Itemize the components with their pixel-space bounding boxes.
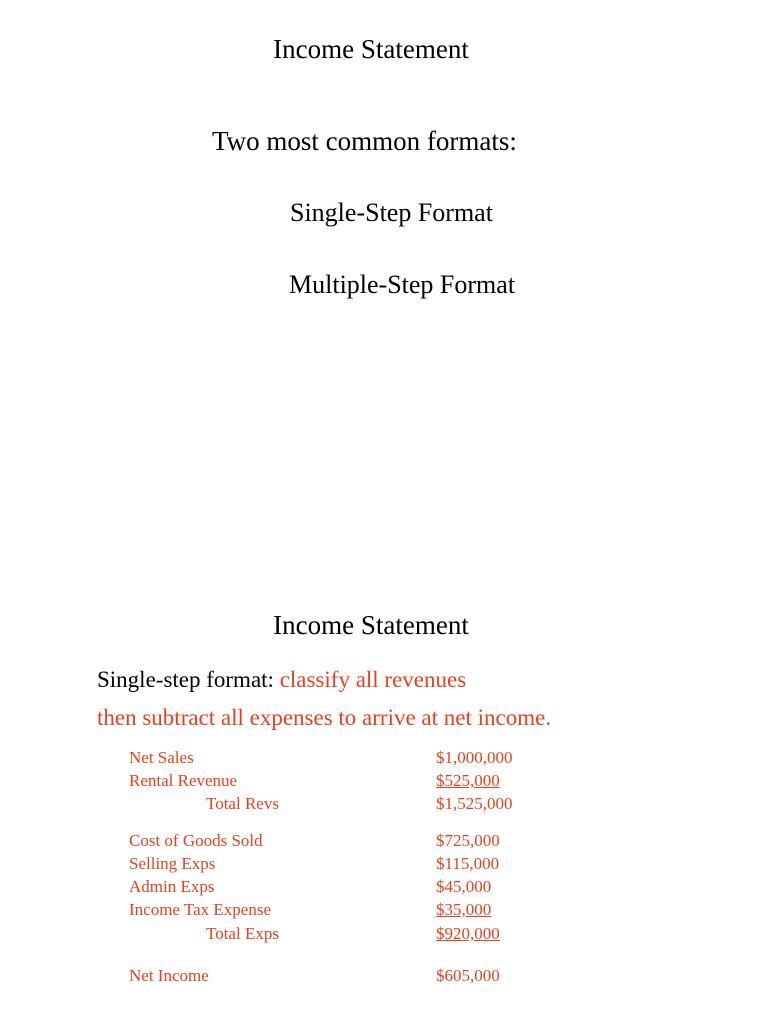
format-item-multiple-step: Multiple-Step Format bbox=[289, 270, 516, 299]
row-amount: $1,525,000 bbox=[436, 794, 513, 813]
row-amount: $920,000 bbox=[436, 924, 500, 943]
row-label: Total Revs bbox=[206, 794, 279, 813]
intro-line-2: then subtract all expenses to arrive at net income. bbox=[97, 705, 552, 730]
row-amount: $35,000 bbox=[436, 900, 492, 919]
format-item-single-step: Single-Step Format bbox=[290, 198, 493, 227]
row-amount: $115,000 bbox=[436, 854, 500, 873]
row-label: Net Sales bbox=[129, 748, 194, 767]
formats-heading: Two most common formats: bbox=[212, 126, 517, 156]
row-label: Net Income bbox=[129, 966, 209, 985]
ledger-row-total-expenses bbox=[129, 923, 549, 945]
row-amount: $605,000 bbox=[436, 966, 500, 985]
row-label: Cost of Goods Sold bbox=[129, 831, 263, 850]
slide-title: Income Statement bbox=[273, 610, 469, 640]
ledger-row-selling-expenses bbox=[129, 853, 549, 875]
ledger-row-cost-of-goods-sold bbox=[129, 830, 549, 852]
intro-highlight: classify all revenues bbox=[279, 667, 467, 692]
row-amount: $45,000 bbox=[436, 877, 492, 896]
row-amount: $1,000,000 bbox=[436, 748, 513, 767]
ledger-row-total-revenues bbox=[129, 793, 549, 815]
row-amount: $525,000 bbox=[436, 771, 500, 790]
row-label: Admin Exps bbox=[129, 877, 215, 896]
row-label: Income Tax Expense bbox=[129, 900, 272, 919]
ledger-row-admin-expenses bbox=[129, 876, 549, 898]
intro-line bbox=[97, 665, 466, 695]
ledger-row-rental-revenue bbox=[129, 770, 549, 792]
ledger-row-net-income bbox=[129, 965, 549, 987]
row-label: Total Exps bbox=[206, 924, 279, 943]
slide-title: Income Statement bbox=[273, 34, 469, 64]
row-amount: $725,000 bbox=[436, 831, 500, 850]
slide-single-step-example bbox=[0, 560, 768, 1024]
row-label: Rental Revenue bbox=[129, 771, 238, 790]
ledger-row-income-tax-expense bbox=[129, 899, 549, 921]
intro-prefix: Single-step format: bbox=[97, 667, 280, 692]
ledger-row-net-sales bbox=[129, 747, 549, 769]
row-label: Selling Exps bbox=[129, 854, 216, 873]
